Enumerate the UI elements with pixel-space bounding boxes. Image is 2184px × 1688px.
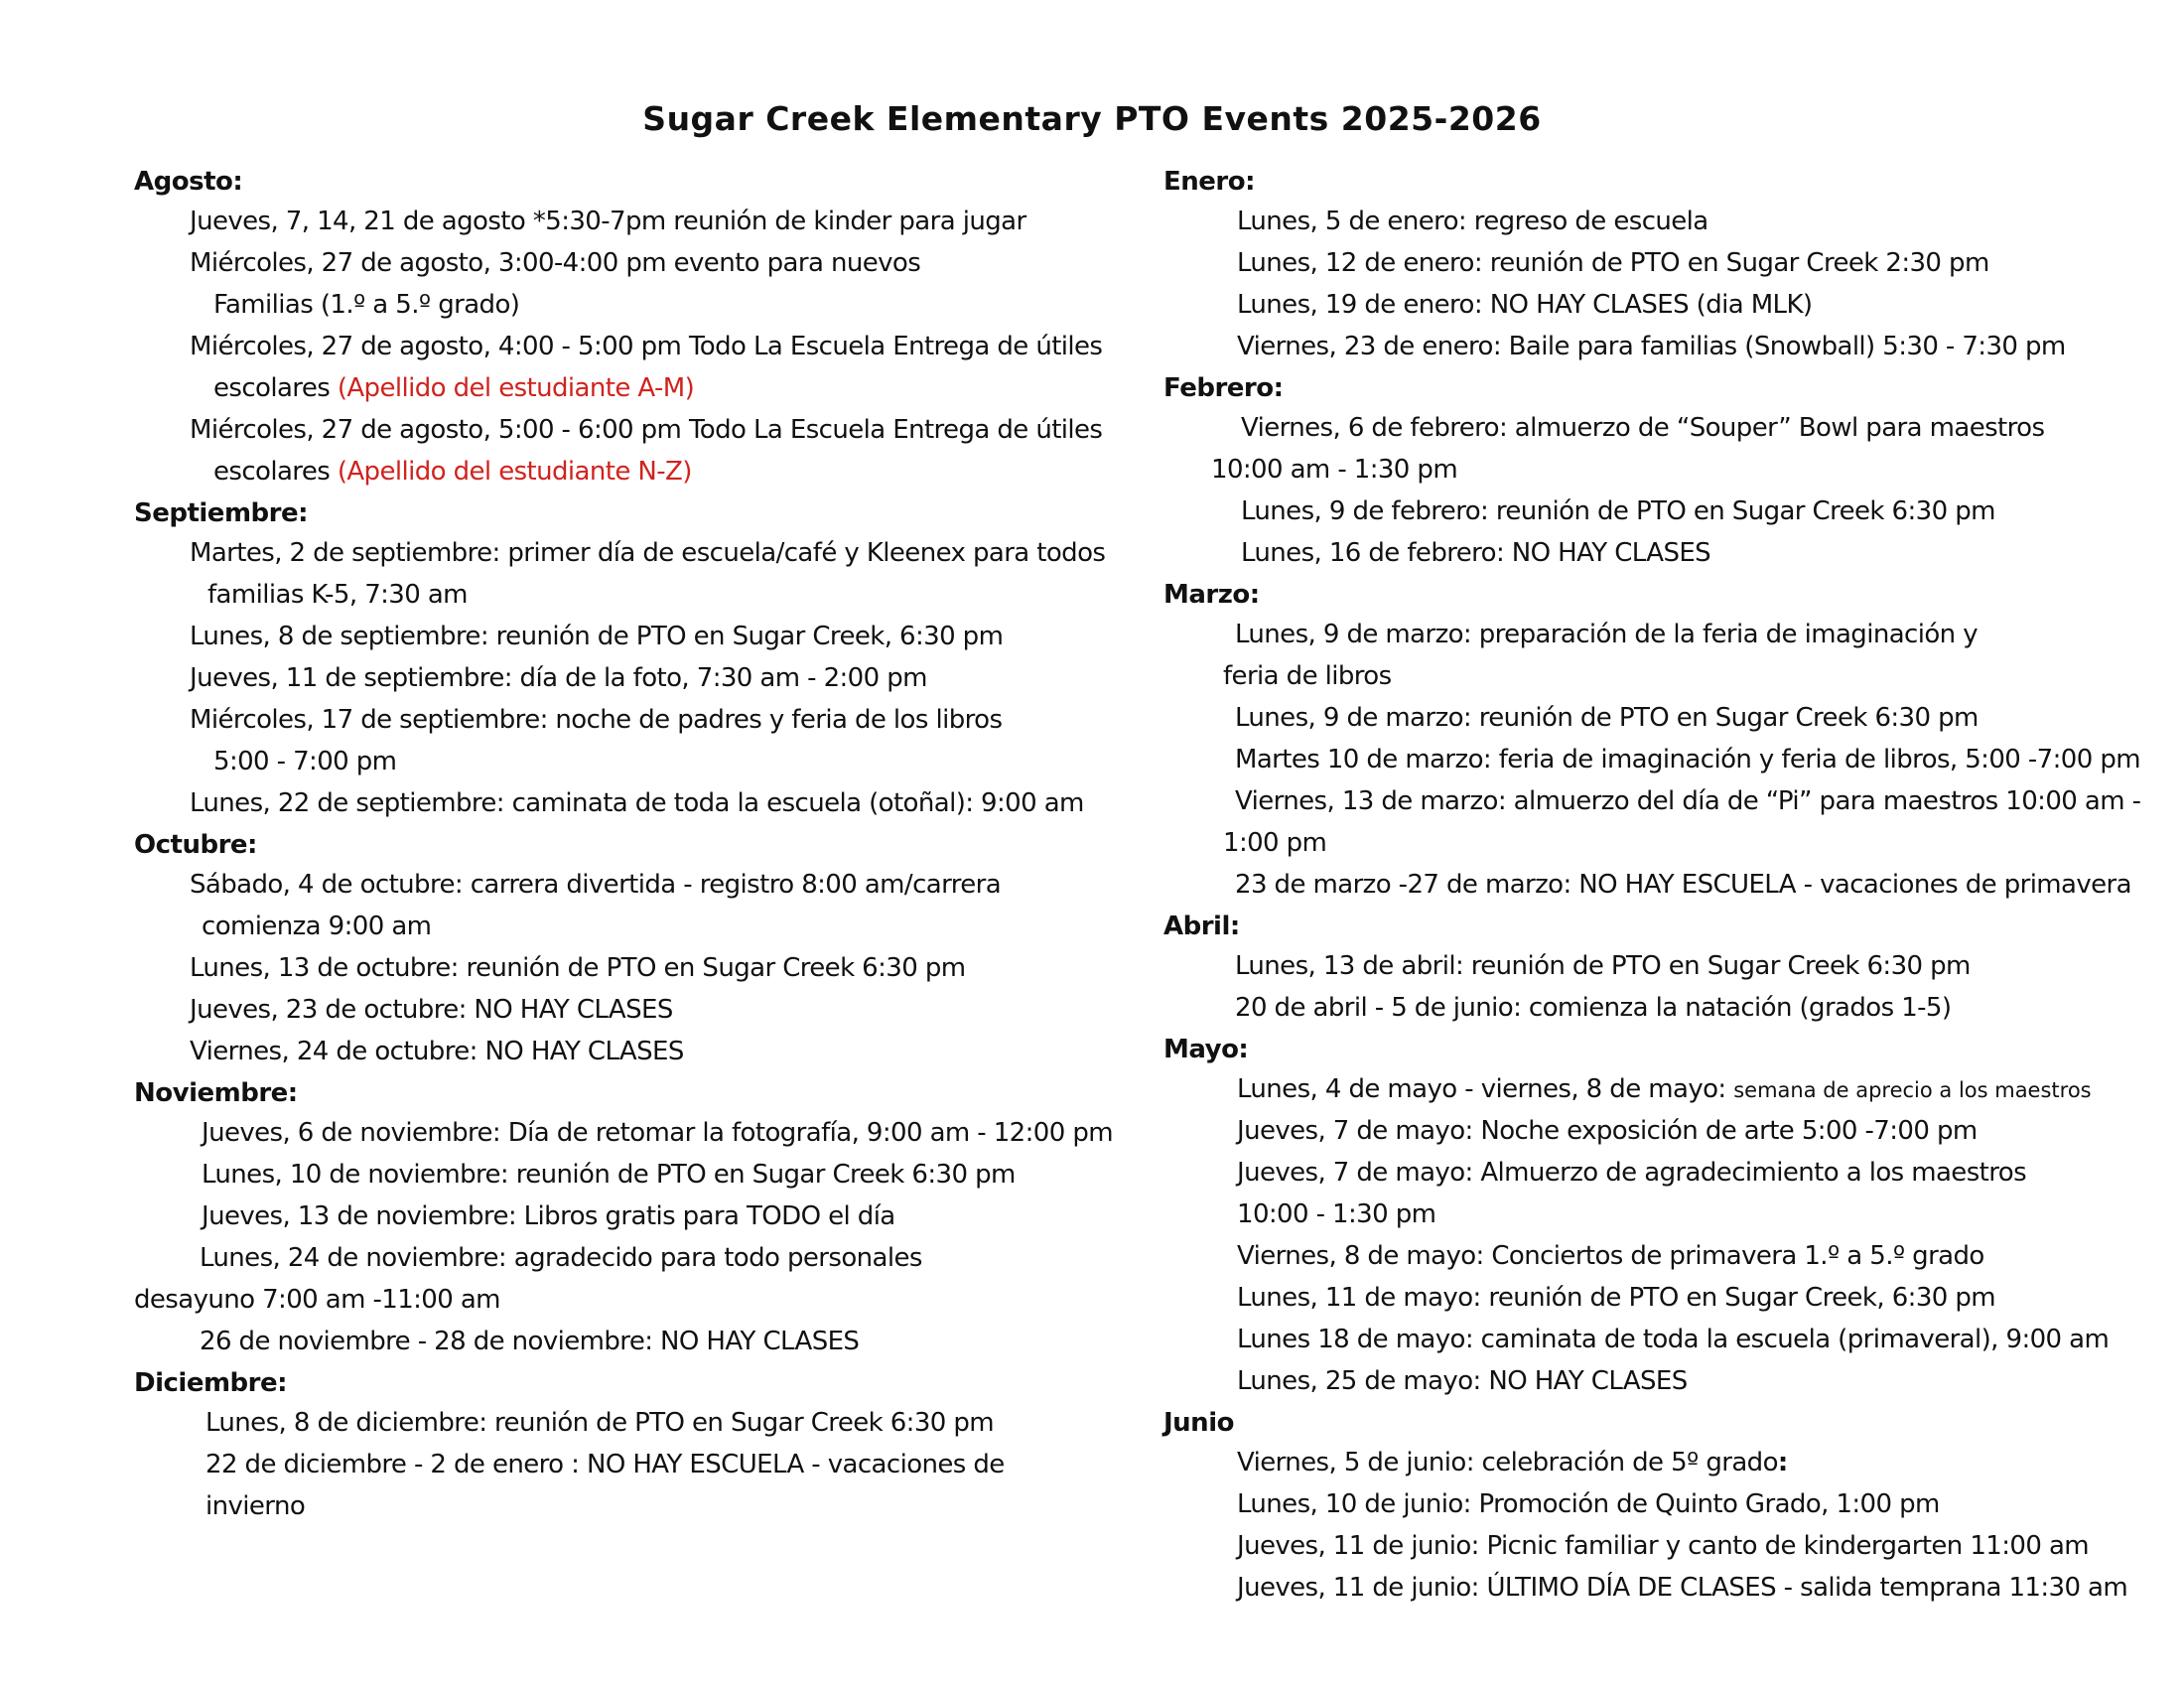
event-line: Viernes, 8 de mayo: Conciertos de primavera 1.º a 5.º grado [1237,1241,1984,1271]
event-line: Lunes, 9 de marzo: preparación de la feria de imaginación y [1235,620,1978,649]
event-line: 22 de diciembre - 2 de enero : NO HAY ESCUELA - vacaciones de [205,1450,1005,1479]
event-line: Lunes, 22 de septiembre: caminata de toda la escuela (otoñal): 9:00 am [190,788,1084,818]
surname-range-n-z: (Apellido del estudiante N-Z) [337,457,692,487]
month-heading-junio: Junio [1163,1408,1234,1438]
event-line [1163,1068,2116,1110]
event-line: Lunes, 10 de junio: Promoción de Quinto Grado, 1:00 pm [1237,1489,1940,1519]
event-line: Lunes, 10 de noviembre: reunión de PTO en Sugar Creek 6:30 pm [202,1160,1016,1190]
event-line: Lunes, 11 de mayo: reunión de PTO en Sugar Creek, 6:30 pm [1237,1283,1995,1313]
month-heading-abril: Abril: [1163,912,1240,941]
event-line: Jueves, 11 de septiembre: día de la foto, 7:30 am - 2:00 pm [190,663,927,693]
event-line: 1:00 pm [1223,828,1327,858]
event-text: escolares [213,373,338,403]
page-title: Sugar Creek Elementary PTO Events 2025-2026 [642,99,1542,138]
month-heading-septiembre: Septiembre: [134,498,309,528]
month-heading-octubre: Octubre: [134,830,257,860]
event-text: escolares [213,457,338,487]
event-line: Miércoles, 27 de agosto, 4:00 - 5:00 pm Todo La Escuela Entrega de útiles [190,332,1103,361]
event-line: Viernes, 24 de octubre: NO HAY CLASES [190,1037,684,1066]
month-heading-diciembre: Diciembre: [134,1368,288,1398]
month-heading-mayo: Mayo: [1163,1035,1249,1064]
event-note: semana de aprecio a los maestros [1733,1078,2092,1102]
event-line: Lunes, 13 de octubre: reunión de PTO en Sugar Creek 6:30 pm [190,953,966,983]
event-line: Lunes, 8 de septiembre: reunión de PTO en Sugar Creek, 6:30 pm [190,622,1004,651]
event-line: Miércoles, 17 de septiembre: noche de padres y feria de los libros [190,705,1003,735]
event-text: Lunes, 4 de mayo - viernes, 8 de mayo: [1237,1074,1734,1104]
event-line [1163,1442,2116,1483]
event-line: Jueves, 11 de junio: Picnic familiar y canto de kindergarten 11:00 am [1237,1531,2090,1561]
left-column [134,161,1113,1527]
surname-range-a-m: (Apellido del estudiante A-M) [337,373,695,403]
event-line: Sábado, 4 de octubre: carrera divertida - registro 8:00 am/carrera [190,870,1002,900]
event-line: Lunes, 9 de febrero: reunión de PTO en Sugar Creek 6:30 pm [1241,496,1995,526]
event-line: Miércoles, 27 de agosto, 5:00 - 6:00 pm Todo La Escuela Entrega de útiles [190,415,1103,445]
event-line: Jueves, 7, 14, 21 de agosto *5:30-7pm reunión de kinder para jugar [190,207,1026,236]
event-line: Miércoles, 27 de agosto, 3:00-4:00 pm evento para nuevos [190,248,921,278]
event-line: Jueves, 23 de octubre: NO HAY CLASES [190,995,673,1025]
month-heading-marzo: Marzo: [1163,580,1260,610]
event-line: familias K-5, 7:30 am [207,580,468,610]
event-line: 26 de noviembre - 28 de noviembre: NO HAY CLASES [200,1327,860,1356]
event-line: Lunes 18 de mayo: caminata de toda la escuela (primaveral), 9:00 am [1237,1325,2110,1354]
right-column [1163,161,2141,1609]
event-line: Lunes, 9 de marzo: reunión de PTO en Sugar Creek 6:30 pm [1235,703,1979,733]
month-heading-enero: Enero: [1163,167,1255,197]
event-line: Lunes, 19 de enero: NO HAY CLASES (dia MLK) [1237,290,1813,320]
event-text: Viernes, 5 de junio: celebración de 5º grado [1237,1448,1778,1477]
event-line: Lunes, 25 de mayo: NO HAY CLASES [1237,1366,1688,1396]
event-line: Jueves, 11 de junio: ÚLTIMO DÍA DE CLASES - salida temprana 11:30 am [1237,1573,2128,1603]
event-line: Jueves, 6 de noviembre: Día de retomar la fotografía, 9:00 am - 12:00 pm [202,1118,1113,1148]
event-line: Jueves, 13 de noviembre: Libros gratis para TODO el día [202,1201,895,1231]
event-line: Jueves, 7 de mayo: Noche exposición de arte 5:00 -7:00 pm [1237,1116,1978,1146]
event-line: Martes 10 de marzo: feria de imaginación y feria de libros, 5:00 -7:00 pm [1235,745,2140,774]
event-line [134,451,1067,492]
event-line: 20 de abril - 5 de junio: comienza la natación (grados 1-5) [1235,993,1952,1023]
event-line: Viernes, 13 de marzo: almuerzo del día de “Pi” para maestros 10:00 am - [1235,786,2141,816]
event-line: Viernes, 23 de enero: Baile para familias (Snowball) 5:30 - 7:30 pm [1237,332,2066,361]
month-heading-noviembre: Noviembre: [134,1078,298,1108]
event-line: Lunes, 12 de enero: reunión de PTO en Sugar Creek 2:30 pm [1237,248,1989,278]
event-line: 5:00 - 7:00 pm [213,747,397,776]
event-line: Jueves, 7 de mayo: Almuerzo de agradecimiento a los maestros [1237,1158,2027,1188]
event-line: desayuno 7:00 am -11:00 am [134,1285,500,1315]
event-line: 10:00 - 1:30 pm [1237,1199,1436,1229]
event-line: 23 de marzo -27 de marzo: NO HAY ESCUELA - vacaciones de primavera [1235,870,2131,900]
event-line: feria de libros [1223,661,1392,691]
event-line [134,367,1067,409]
month-heading-febrero: Febrero: [1163,373,1284,403]
event-line: invierno [205,1491,306,1521]
event-line: Lunes, 5 de enero: regreso de escuela [1237,207,1708,236]
event-line: Lunes, 16 de febrero: NO HAY CLASES [1241,538,1711,568]
month-heading-agosto: Agosto: [134,167,243,197]
event-line: Lunes, 24 de noviembre: agradecido para todo personales [200,1243,922,1273]
event-line: Martes, 2 de septiembre: primer día de escuela/café y Kleenex para todos [190,538,1106,568]
event-text: : [1777,1448,1788,1477]
event-line: Lunes, 13 de abril: reunión de PTO en Sugar Creek 6:30 pm [1235,951,1971,981]
event-line: Familias (1.º a 5.º grado) [213,290,520,320]
event-line: Viernes, 6 de febrero: almuerzo de “Souper” Bowl para maestros [1241,413,2045,443]
event-line: comienza 9:00 am [202,912,432,941]
event-line: 10:00 am - 1:30 pm [1211,455,1458,485]
event-line: Lunes, 8 de diciembre: reunión de PTO en Sugar Creek 6:30 pm [205,1408,995,1438]
